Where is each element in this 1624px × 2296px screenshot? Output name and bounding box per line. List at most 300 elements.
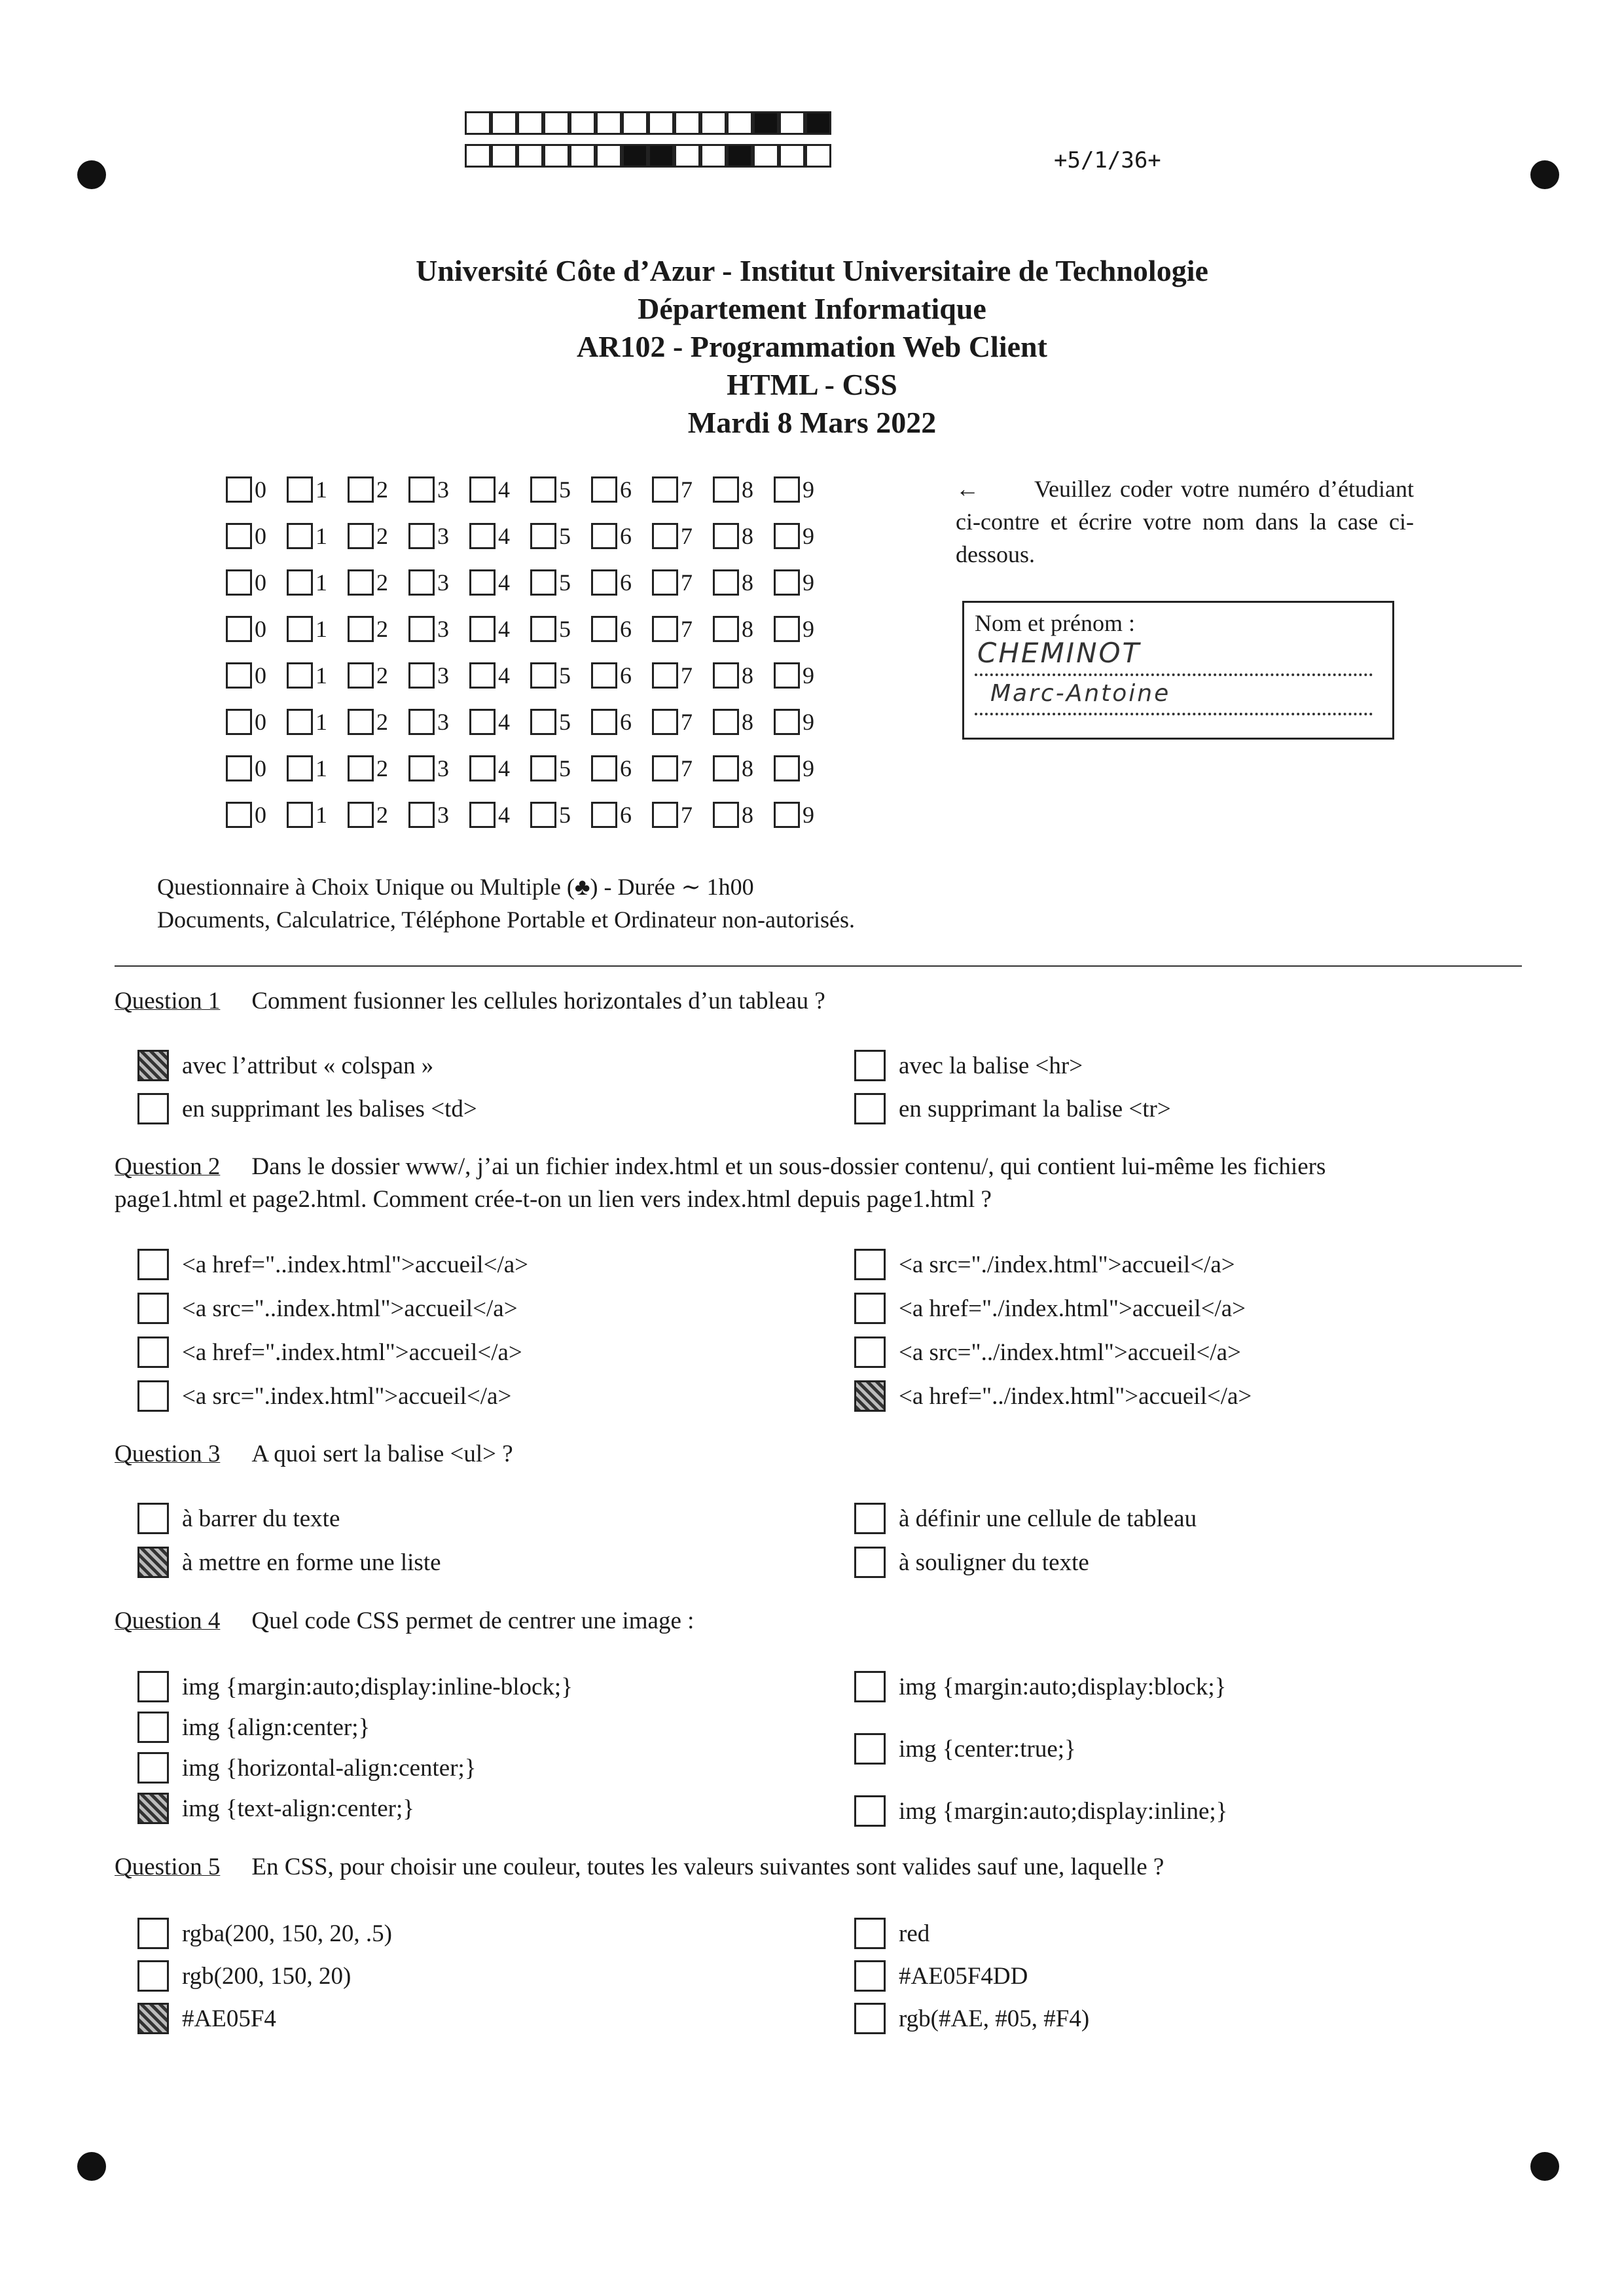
header-course: AR102 - Programmation Web Client [577, 330, 1047, 363]
id-digit-label: 5 [559, 755, 571, 781]
id-digit-label: 0 [255, 801, 266, 828]
id-digit-checkbox[interactable] [713, 802, 739, 828]
id-digit-checkbox[interactable] [469, 523, 496, 549]
id-digit-label: 4 [498, 708, 510, 735]
q5-option-2[interactable] [854, 1918, 929, 1949]
id-digit-checkbox[interactable] [591, 476, 617, 503]
id-digit-label: 7 [681, 708, 693, 735]
id-digit-cell[interactable] [591, 662, 652, 689]
option-label: <a src="./index.html">accueil</a> [899, 1251, 1235, 1278]
id-digit-cell[interactable] [408, 755, 469, 781]
id-digit-checkbox[interactable] [713, 569, 739, 596]
header-university: Université Côte d’Azur - Institut Universitaire de Technologie [416, 254, 1208, 287]
id-digit-label: 3 [437, 569, 449, 596]
option-label: img {margin:auto;display:inline;} [899, 1797, 1228, 1825]
id-digit-cell[interactable] [530, 569, 591, 596]
option-label: img {center:true;} [899, 1735, 1076, 1763]
q3-option-3[interactable] [137, 1547, 441, 1578]
id-digit-cell[interactable] [469, 616, 530, 642]
id-digit-cell[interactable] [713, 755, 774, 781]
q2-option-3[interactable] [137, 1293, 518, 1324]
id-digit-label: 2 [376, 801, 388, 828]
id-digit-checkbox[interactable] [348, 802, 374, 828]
id-digit-checkbox[interactable] [287, 616, 313, 642]
id-digit-checkbox[interactable] [591, 802, 617, 828]
id-digit-checkbox[interactable] [713, 616, 739, 642]
option-label: avec la balise <hr> [899, 1052, 1083, 1079]
id-digit-cell[interactable] [348, 709, 408, 735]
option-label: rgb(200, 150, 20) [182, 1962, 352, 1990]
checkbox[interactable] [137, 1380, 169, 1412]
id-digit-cell[interactable] [469, 662, 530, 689]
id-digit-cell[interactable] [408, 523, 469, 549]
id-digit-checkbox[interactable] [348, 755, 374, 781]
id-digit-label: 4 [498, 615, 510, 642]
id-digit-checkbox[interactable] [652, 802, 678, 828]
id-digit-checkbox[interactable] [348, 709, 374, 735]
id-digit-cell[interactable] [530, 709, 591, 735]
id-digit-cell[interactable] [408, 476, 469, 503]
id-digit-checkbox[interactable] [713, 755, 739, 781]
id-digit-label: 7 [681, 522, 693, 549]
q2-option-2[interactable] [854, 1249, 1235, 1280]
id-digit-label: 0 [255, 522, 266, 549]
id-digit-cell[interactable] [348, 662, 408, 689]
option-label: avec l’attribut « colspan » [182, 1052, 434, 1079]
id-digit-cell[interactable] [591, 802, 652, 828]
option-label: <a src=".index.html">accueil</a> [182, 1382, 512, 1410]
id-digit-cell[interactable] [226, 755, 287, 781]
id-digit-label: 4 [498, 569, 510, 596]
id-digit-cell[interactable] [713, 709, 774, 735]
name-line-2 [975, 713, 1373, 715]
q5-option-1[interactable] [137, 1918, 392, 1949]
id-digit-cell[interactable] [226, 476, 287, 503]
id-digit-label: 6 [620, 801, 632, 828]
id-digit-cell[interactable] [408, 569, 469, 596]
id-digit-cell[interactable] [408, 616, 469, 642]
id-digit-checkbox[interactable] [469, 802, 496, 828]
id-row [226, 466, 835, 512]
id-digit-checkbox[interactable] [348, 476, 374, 503]
id-digit-cell[interactable] [348, 755, 408, 781]
q4-option-1[interactable] [137, 1671, 573, 1702]
option-label: à barrer du texte [182, 1505, 340, 1532]
id-digit-label: 4 [498, 522, 510, 549]
checkbox[interactable] [137, 1671, 169, 1702]
id-digit-checkbox[interactable] [287, 709, 313, 735]
q1-option-1[interactable] [137, 1050, 433, 1081]
q2-option-8[interactable] [854, 1380, 1252, 1412]
q2-option-5[interactable] [137, 1336, 522, 1368]
id-digit-checkbox[interactable] [287, 569, 313, 596]
id-digit-cell[interactable] [652, 476, 713, 503]
name-box[interactable] [962, 601, 1394, 740]
id-digit-checkbox[interactable] [287, 755, 313, 781]
id-digit-checkbox[interactable] [408, 662, 435, 689]
q1-option-2[interactable] [854, 1050, 1083, 1081]
meta-duration: Questionnaire à Choix Unique ou Multiple (♣) - Durée ∼ 1h00 [157, 874, 754, 900]
id-digit-cell[interactable] [713, 802, 774, 828]
id-digit-label: 6 [620, 708, 632, 735]
checkbox[interactable] [137, 1249, 169, 1280]
id-digit-cell[interactable] [226, 616, 287, 642]
option-label: img {margin:auto;display:block;} [899, 1673, 1227, 1700]
id-digit-checkbox[interactable] [469, 616, 496, 642]
checkbox[interactable] [854, 1918, 886, 1949]
question-4-text: Quel code CSS permet de centrer une image : [251, 1607, 695, 1634]
id-digit-checkbox[interactable] [226, 523, 252, 549]
id-digit-checkbox[interactable] [774, 523, 800, 549]
id-digit-label: 2 [376, 476, 388, 503]
id-digit-label: 5 [559, 569, 571, 596]
id-digit-cell[interactable] [591, 569, 652, 596]
id-digit-cell[interactable] [774, 802, 835, 828]
id-digit-checkbox[interactable] [713, 662, 739, 689]
q2-option-4[interactable] [854, 1293, 1246, 1324]
id-digit-cell[interactable] [287, 616, 348, 642]
id-digit-label: 1 [316, 569, 327, 596]
id-digit-checkbox[interactable] [287, 476, 313, 503]
id-digit-cell[interactable] [652, 755, 713, 781]
id-digit-checkbox[interactable] [652, 709, 678, 735]
id-digit-label: 3 [437, 522, 449, 549]
id-digit-cell[interactable] [591, 616, 652, 642]
id-digit-label: 9 [803, 569, 814, 596]
id-digit-checkbox[interactable] [713, 476, 739, 503]
id-digit-label: 8 [742, 569, 753, 596]
q4-option-3[interactable] [137, 1712, 370, 1743]
exam-meta [157, 870, 855, 936]
q4-option-5[interactable] [137, 1752, 477, 1784]
id-digit-checkbox[interactable] [530, 616, 556, 642]
id-digit-cell[interactable] [348, 476, 408, 503]
id-digit-cell[interactable] [287, 709, 348, 735]
q5-option-4[interactable] [854, 1960, 1028, 1992]
id-digit-cell[interactable] [530, 523, 591, 549]
question-1 [115, 985, 825, 1018]
id-digit-label: 7 [681, 662, 693, 689]
checkbox[interactable] [854, 1093, 886, 1124]
id-digit-checkbox[interactable] [774, 662, 800, 689]
id-digit-checkbox[interactable] [530, 569, 556, 596]
id-digit-cell[interactable] [469, 523, 530, 549]
checkbox[interactable] [137, 2003, 169, 2034]
id-digit-cell[interactable] [652, 709, 713, 735]
id-digit-cell[interactable] [226, 802, 287, 828]
id-digit-cell[interactable] [774, 709, 835, 735]
id-digit-label: 5 [559, 662, 571, 689]
id-digit-checkbox[interactable] [774, 709, 800, 735]
q1-option-4[interactable] [854, 1093, 1171, 1124]
id-digit-label: 0 [255, 662, 266, 689]
id-digit-checkbox[interactable] [652, 755, 678, 781]
q5-option-3[interactable] [137, 1960, 351, 1992]
id-digit-checkbox[interactable] [408, 709, 435, 735]
id-digit-cell[interactable] [652, 569, 713, 596]
id-digit-checkbox[interactable] [591, 523, 617, 549]
id-digit-label: 9 [803, 522, 814, 549]
checkbox[interactable] [137, 1503, 169, 1534]
option-label: img {align:center;} [182, 1713, 370, 1741]
id-digit-checkbox[interactable] [530, 523, 556, 549]
option-label: en supprimant les balises <td> [182, 1095, 477, 1122]
checkbox[interactable] [854, 1547, 886, 1578]
id-digit-cell[interactable] [348, 523, 408, 549]
id-digit-checkbox[interactable] [226, 802, 252, 828]
id-digit-checkbox[interactable] [591, 709, 617, 735]
checkbox[interactable] [854, 2003, 886, 2034]
q2-option-1[interactable] [137, 1249, 528, 1280]
id-digit-label: 1 [316, 801, 327, 828]
instructions [956, 473, 1414, 571]
id-digit-cell[interactable] [713, 662, 774, 689]
id-digit-cell[interactable] [530, 662, 591, 689]
option-label: #AE05F4 [182, 2005, 276, 2032]
q4-option-4[interactable] [854, 1733, 1076, 1765]
option-label: <a src="..index.html">accueil</a> [182, 1295, 518, 1322]
id-digit-checkbox[interactable] [226, 709, 252, 735]
checkbox[interactable] [137, 1793, 169, 1824]
id-digit-cell[interactable] [469, 476, 530, 503]
checkbox[interactable] [137, 1093, 169, 1124]
option-label: <a href="./index.html">accueil</a> [899, 1295, 1246, 1322]
id-digit-cell[interactable] [713, 523, 774, 549]
id-digit-label: 4 [498, 755, 510, 781]
id-digit-checkbox[interactable] [530, 755, 556, 781]
id-digit-checkbox[interactable] [226, 476, 252, 503]
id-digit-cell[interactable] [774, 755, 835, 781]
id-digit-checkbox[interactable] [408, 476, 435, 503]
id-digit-label: 2 [376, 755, 388, 781]
id-digit-cell[interactable] [287, 662, 348, 689]
id-digit-cell[interactable] [530, 476, 591, 503]
id-digit-cell[interactable] [774, 569, 835, 596]
q3-option-2[interactable] [854, 1503, 1197, 1534]
left-arrow-icon: ← [956, 476, 979, 502]
q4-option-2[interactable] [854, 1671, 1226, 1702]
id-digit-checkbox[interactable] [348, 523, 374, 549]
id-digit-label: 1 [316, 476, 327, 503]
id-digit-cell[interactable] [652, 616, 713, 642]
id-digit-checkbox[interactable] [774, 476, 800, 503]
checkbox[interactable] [854, 1293, 886, 1324]
id-digit-checkbox[interactable] [591, 662, 617, 689]
id-digit-checkbox[interactable] [530, 709, 556, 735]
id-digit-checkbox[interactable] [226, 569, 252, 596]
id-digit-checkbox[interactable] [348, 616, 374, 642]
question-2-label: Question 2 [115, 1153, 221, 1180]
id-digit-cell[interactable] [408, 662, 469, 689]
question-5-text: En CSS, pour choisir une couleur, toutes les valeurs suivantes sont valides sauf une, laquelle ? [251, 1854, 1164, 1880]
id-digit-cell[interactable] [408, 709, 469, 735]
id-digit-checkbox[interactable] [469, 709, 496, 735]
id-row [226, 512, 835, 559]
id-digit-cell[interactable] [652, 523, 713, 549]
checkbox[interactable] [854, 1733, 886, 1765]
q5-option-5[interactable] [137, 2003, 276, 2034]
id-digit-label: 6 [620, 569, 632, 596]
id-digit-checkbox[interactable] [652, 569, 678, 596]
id-digit-cell[interactable] [652, 662, 713, 689]
id-digit-cell[interactable] [287, 569, 348, 596]
option-label: à souligner du texte [899, 1549, 1089, 1576]
id-digit-cell[interactable] [287, 802, 348, 828]
q2-option-6[interactable] [854, 1336, 1241, 1368]
id-digit-cell[interactable] [226, 709, 287, 735]
id-digit-cell[interactable] [469, 569, 530, 596]
id-digit-checkbox[interactable] [348, 662, 374, 689]
id-digit-cell[interactable] [287, 476, 348, 503]
checkbox[interactable] [854, 1503, 886, 1534]
id-digit-cell[interactable] [348, 616, 408, 642]
id-digit-checkbox[interactable] [226, 616, 252, 642]
checkbox[interactable] [137, 1050, 169, 1081]
option-label: red [899, 1920, 930, 1947]
id-digit-cell[interactable] [591, 476, 652, 503]
checkbox[interactable] [137, 1547, 169, 1578]
q4-option-6[interactable] [137, 1793, 414, 1824]
id-digit-label: 2 [376, 615, 388, 642]
id-digit-cell[interactable] [591, 709, 652, 735]
checkbox[interactable] [137, 1293, 169, 1324]
header-subject: HTML - CSS [727, 368, 897, 401]
id-digit-cell[interactable] [408, 802, 469, 828]
checkbox[interactable] [854, 1336, 886, 1368]
id-digit-cell[interactable] [713, 616, 774, 642]
id-digit-checkbox[interactable] [408, 569, 435, 596]
id-digit-checkbox[interactable] [226, 755, 252, 781]
id-digit-checkbox[interactable] [469, 476, 496, 503]
option-label: img {text-align:center;} [182, 1795, 415, 1822]
checkbox[interactable] [854, 1960, 886, 1992]
id-digit-checkbox[interactable] [713, 523, 739, 549]
id-digit-cell[interactable] [591, 523, 652, 549]
id-digit-checkbox[interactable] [774, 802, 800, 828]
id-digit-checkbox[interactable] [530, 662, 556, 689]
id-digit-label: 9 [803, 801, 814, 828]
id-digit-checkbox[interactable] [530, 802, 556, 828]
id-digit-cell[interactable] [530, 755, 591, 781]
id-digit-checkbox[interactable] [408, 523, 435, 549]
meta-rules: Documents, Calculatrice, Téléphone Portable et Ordinateur non-autorisés. [157, 906, 855, 933]
id-digit-checkbox[interactable] [408, 802, 435, 828]
id-digit-checkbox[interactable] [287, 523, 313, 549]
q2-option-7[interactable] [137, 1380, 511, 1412]
q4-option-7[interactable] [854, 1795, 1227, 1827]
barcode-row-1 [465, 111, 831, 135]
option-label: rgb(#AE, #05, #F4) [899, 2005, 1090, 2032]
id-digit-cell[interactable] [652, 802, 713, 828]
id-digit-checkbox[interactable] [774, 755, 800, 781]
id-digit-label: 4 [498, 662, 510, 689]
id-digit-checkbox[interactable] [408, 755, 435, 781]
id-digit-checkbox[interactable] [774, 569, 800, 596]
checkbox[interactable] [854, 1795, 886, 1827]
checkbox[interactable] [854, 1050, 886, 1081]
id-digit-label: 5 [559, 708, 571, 735]
checkbox[interactable] [854, 1249, 886, 1280]
id-digit-checkbox[interactable] [591, 616, 617, 642]
q3-option-4[interactable] [854, 1547, 1089, 1578]
id-digit-checkbox[interactable] [408, 616, 435, 642]
id-digit-label: 8 [742, 708, 753, 735]
id-digit-checkbox[interactable] [469, 755, 496, 781]
id-digit-checkbox[interactable] [652, 662, 678, 689]
id-digit-label: 7 [681, 755, 693, 781]
id-digit-label: 5 [559, 801, 571, 828]
id-digit-checkbox[interactable] [774, 616, 800, 642]
id-digit-cell[interactable] [348, 802, 408, 828]
option-label: rgba(200, 150, 20, .5) [182, 1920, 392, 1947]
id-row [226, 559, 835, 605]
id-digit-label: 8 [742, 522, 753, 549]
id-digit-checkbox[interactable] [652, 523, 678, 549]
checkbox[interactable] [854, 1380, 886, 1412]
id-digit-cell[interactable] [287, 523, 348, 549]
id-digit-cell[interactable] [774, 662, 835, 689]
id-digit-checkbox[interactable] [591, 755, 617, 781]
id-digit-cell[interactable] [774, 523, 835, 549]
id-digit-checkbox[interactable] [469, 662, 496, 689]
id-digit-checkbox[interactable] [652, 616, 678, 642]
id-digit-label: 0 [255, 615, 266, 642]
checkbox[interactable] [137, 1712, 169, 1743]
id-digit-cell[interactable] [530, 616, 591, 642]
id-digit-cell[interactable] [226, 662, 287, 689]
id-digit-cell[interactable] [530, 802, 591, 828]
id-digit-label: 3 [437, 755, 449, 781]
checkbox[interactable] [137, 1918, 169, 1949]
id-digit-checkbox[interactable] [591, 569, 617, 596]
id-digit-cell[interactable] [469, 709, 530, 735]
q5-option-6[interactable] [854, 2003, 1089, 2034]
id-digit-cell[interactable] [226, 523, 287, 549]
q1-option-3[interactable] [137, 1093, 477, 1124]
checkbox[interactable] [137, 1960, 169, 1992]
id-digit-checkbox[interactable] [530, 476, 556, 503]
header-department: Département Informatique [638, 292, 986, 325]
q3-option-1[interactable] [137, 1503, 340, 1534]
id-digit-cell[interactable] [774, 476, 835, 503]
id-digit-cell[interactable] [591, 755, 652, 781]
id-digit-checkbox[interactable] [348, 569, 374, 596]
id-digit-checkbox[interactable] [469, 569, 496, 596]
id-digit-cell[interactable] [469, 755, 530, 781]
registration-dot-bottom-right [1530, 2152, 1559, 2181]
id-digit-checkbox[interactable] [652, 476, 678, 503]
id-row [226, 652, 835, 698]
id-digit-checkbox[interactable] [226, 662, 252, 689]
checkbox[interactable] [137, 1336, 169, 1368]
id-digit-label: 9 [803, 476, 814, 503]
id-digit-cell[interactable] [774, 616, 835, 642]
id-digit-label: 6 [620, 662, 632, 689]
id-digit-cell[interactable] [348, 569, 408, 596]
checkbox[interactable] [854, 1671, 886, 1702]
id-digit-label: 7 [681, 615, 693, 642]
id-digit-cell[interactable] [287, 755, 348, 781]
id-digit-cell[interactable] [469, 802, 530, 828]
id-digit-checkbox[interactable] [713, 709, 739, 735]
checkbox[interactable] [137, 1752, 169, 1784]
id-digit-cell[interactable] [226, 569, 287, 596]
id-digit-checkbox[interactable] [287, 802, 313, 828]
id-digit-cell[interactable] [713, 476, 774, 503]
id-digit-checkbox[interactable] [287, 662, 313, 689]
id-digit-cell[interactable] [713, 569, 774, 596]
id-digit-label: 8 [742, 755, 753, 781]
